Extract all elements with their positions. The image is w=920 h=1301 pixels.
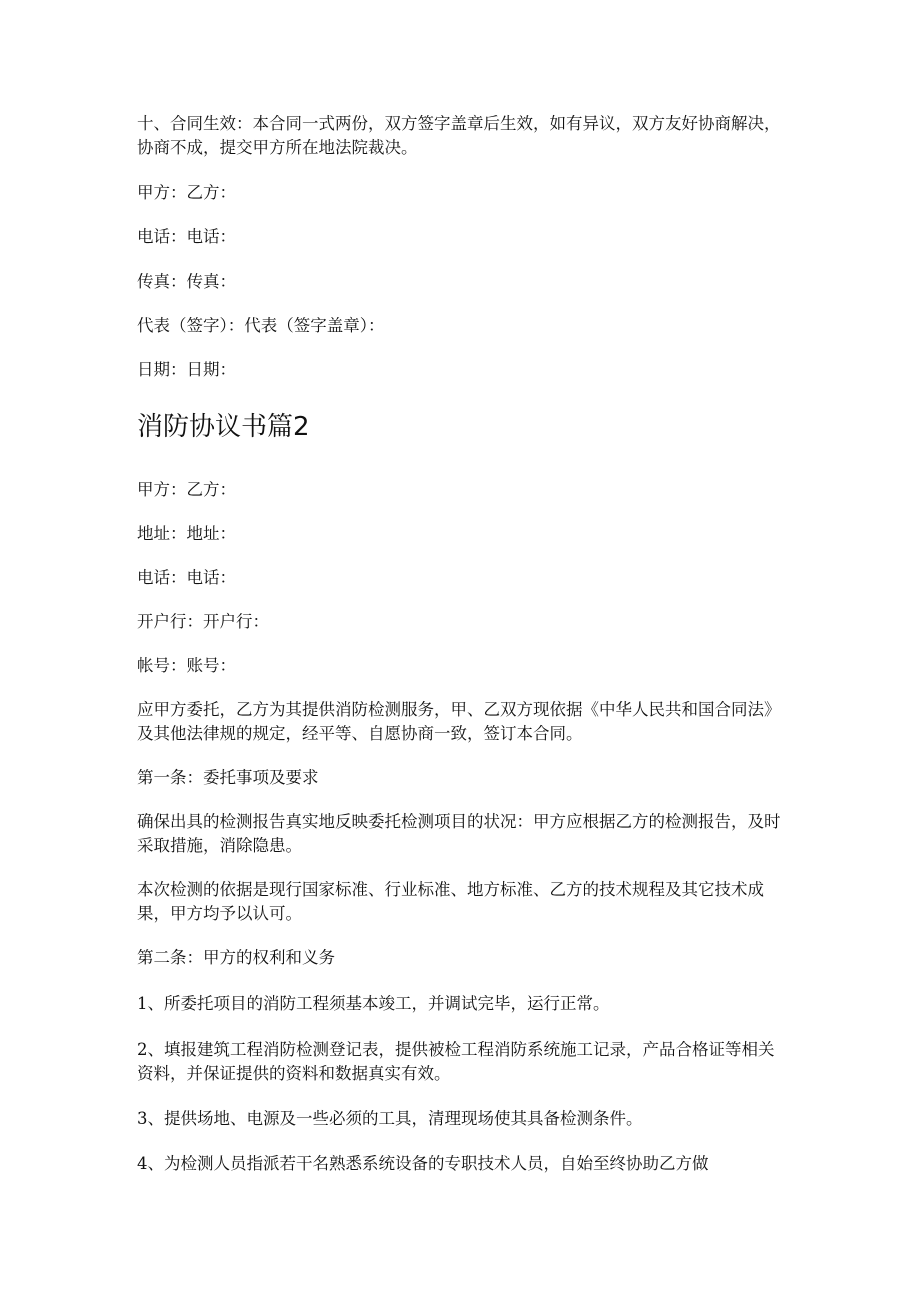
- article-2-item-4: 4、为检测人员指派若干名熟悉系统设备的专职技术人员，自始至终协助乙方做: [137, 1154, 709, 1173]
- signature-parties-line: 甲方：乙方：: [137, 183, 236, 202]
- clause-10-paragraph: 十、合同生效：本合同一式两份，双方签字盖章后生效，如有异议，双方友好协商解决，协商不成，提交甲方所在地法院裁决。: [137, 114, 781, 157]
- article-1-paragraph-1: 确保出具的检测报告真实地反映委托检测项目的状况：甲方应根据乙方的检测报告，及时采取措施，消除隐患。: [137, 812, 781, 855]
- article-1-title: 第一条：委托事项及要求: [137, 768, 319, 787]
- address-line: 地址：地址：: [137, 524, 236, 543]
- signature-phone-line: 电话：电话：: [137, 227, 236, 246]
- signature-fax-line: 传真：传真：: [137, 272, 236, 291]
- bank-line: 开户行：开户行：: [137, 612, 269, 631]
- phone-line: 电话：电话：: [137, 568, 236, 587]
- parties-line: 甲方：乙方：: [137, 480, 236, 499]
- article-2-item-1: 1、所委托项目的消防工程须基本竣工，并调试完毕，运行正常。: [137, 994, 610, 1013]
- section-2-title: 消防协议书篇2: [137, 412, 310, 442]
- intro-paragraph: 应甲方委托，乙方为其提供消防检测服务，甲、乙双方现依据《中华人民共和国合同法》及其他法律规的规定，经平等、自愿协商一致，签订本合同。: [137, 700, 781, 743]
- article-2-item-2: 2、填报建筑工程消防检测登记表，提供被检工程消防系统施工记录，产品合格证等相关资料，并保证提供的资料和数据真实有效。: [137, 1040, 775, 1083]
- signature-date-line: 日期：日期：: [137, 360, 236, 379]
- article-1-paragraph-2: 本次检测的依据是现行国家标准、行业标准、地方标准、乙方的技术规程及其它技术成果，甲方均予以认可。: [137, 880, 764, 923]
- signature-representative-line: 代表（签字）：代表（签字盖章）：: [137, 316, 385, 335]
- article-2-title: 第二条：甲方的权利和义务: [137, 948, 335, 967]
- account-line: 帐号：账号：: [137, 656, 236, 675]
- article-2-item-3: 3、提供场地、电源及一些必须的工具，清理现场使其具备检测条件。: [137, 1109, 643, 1128]
